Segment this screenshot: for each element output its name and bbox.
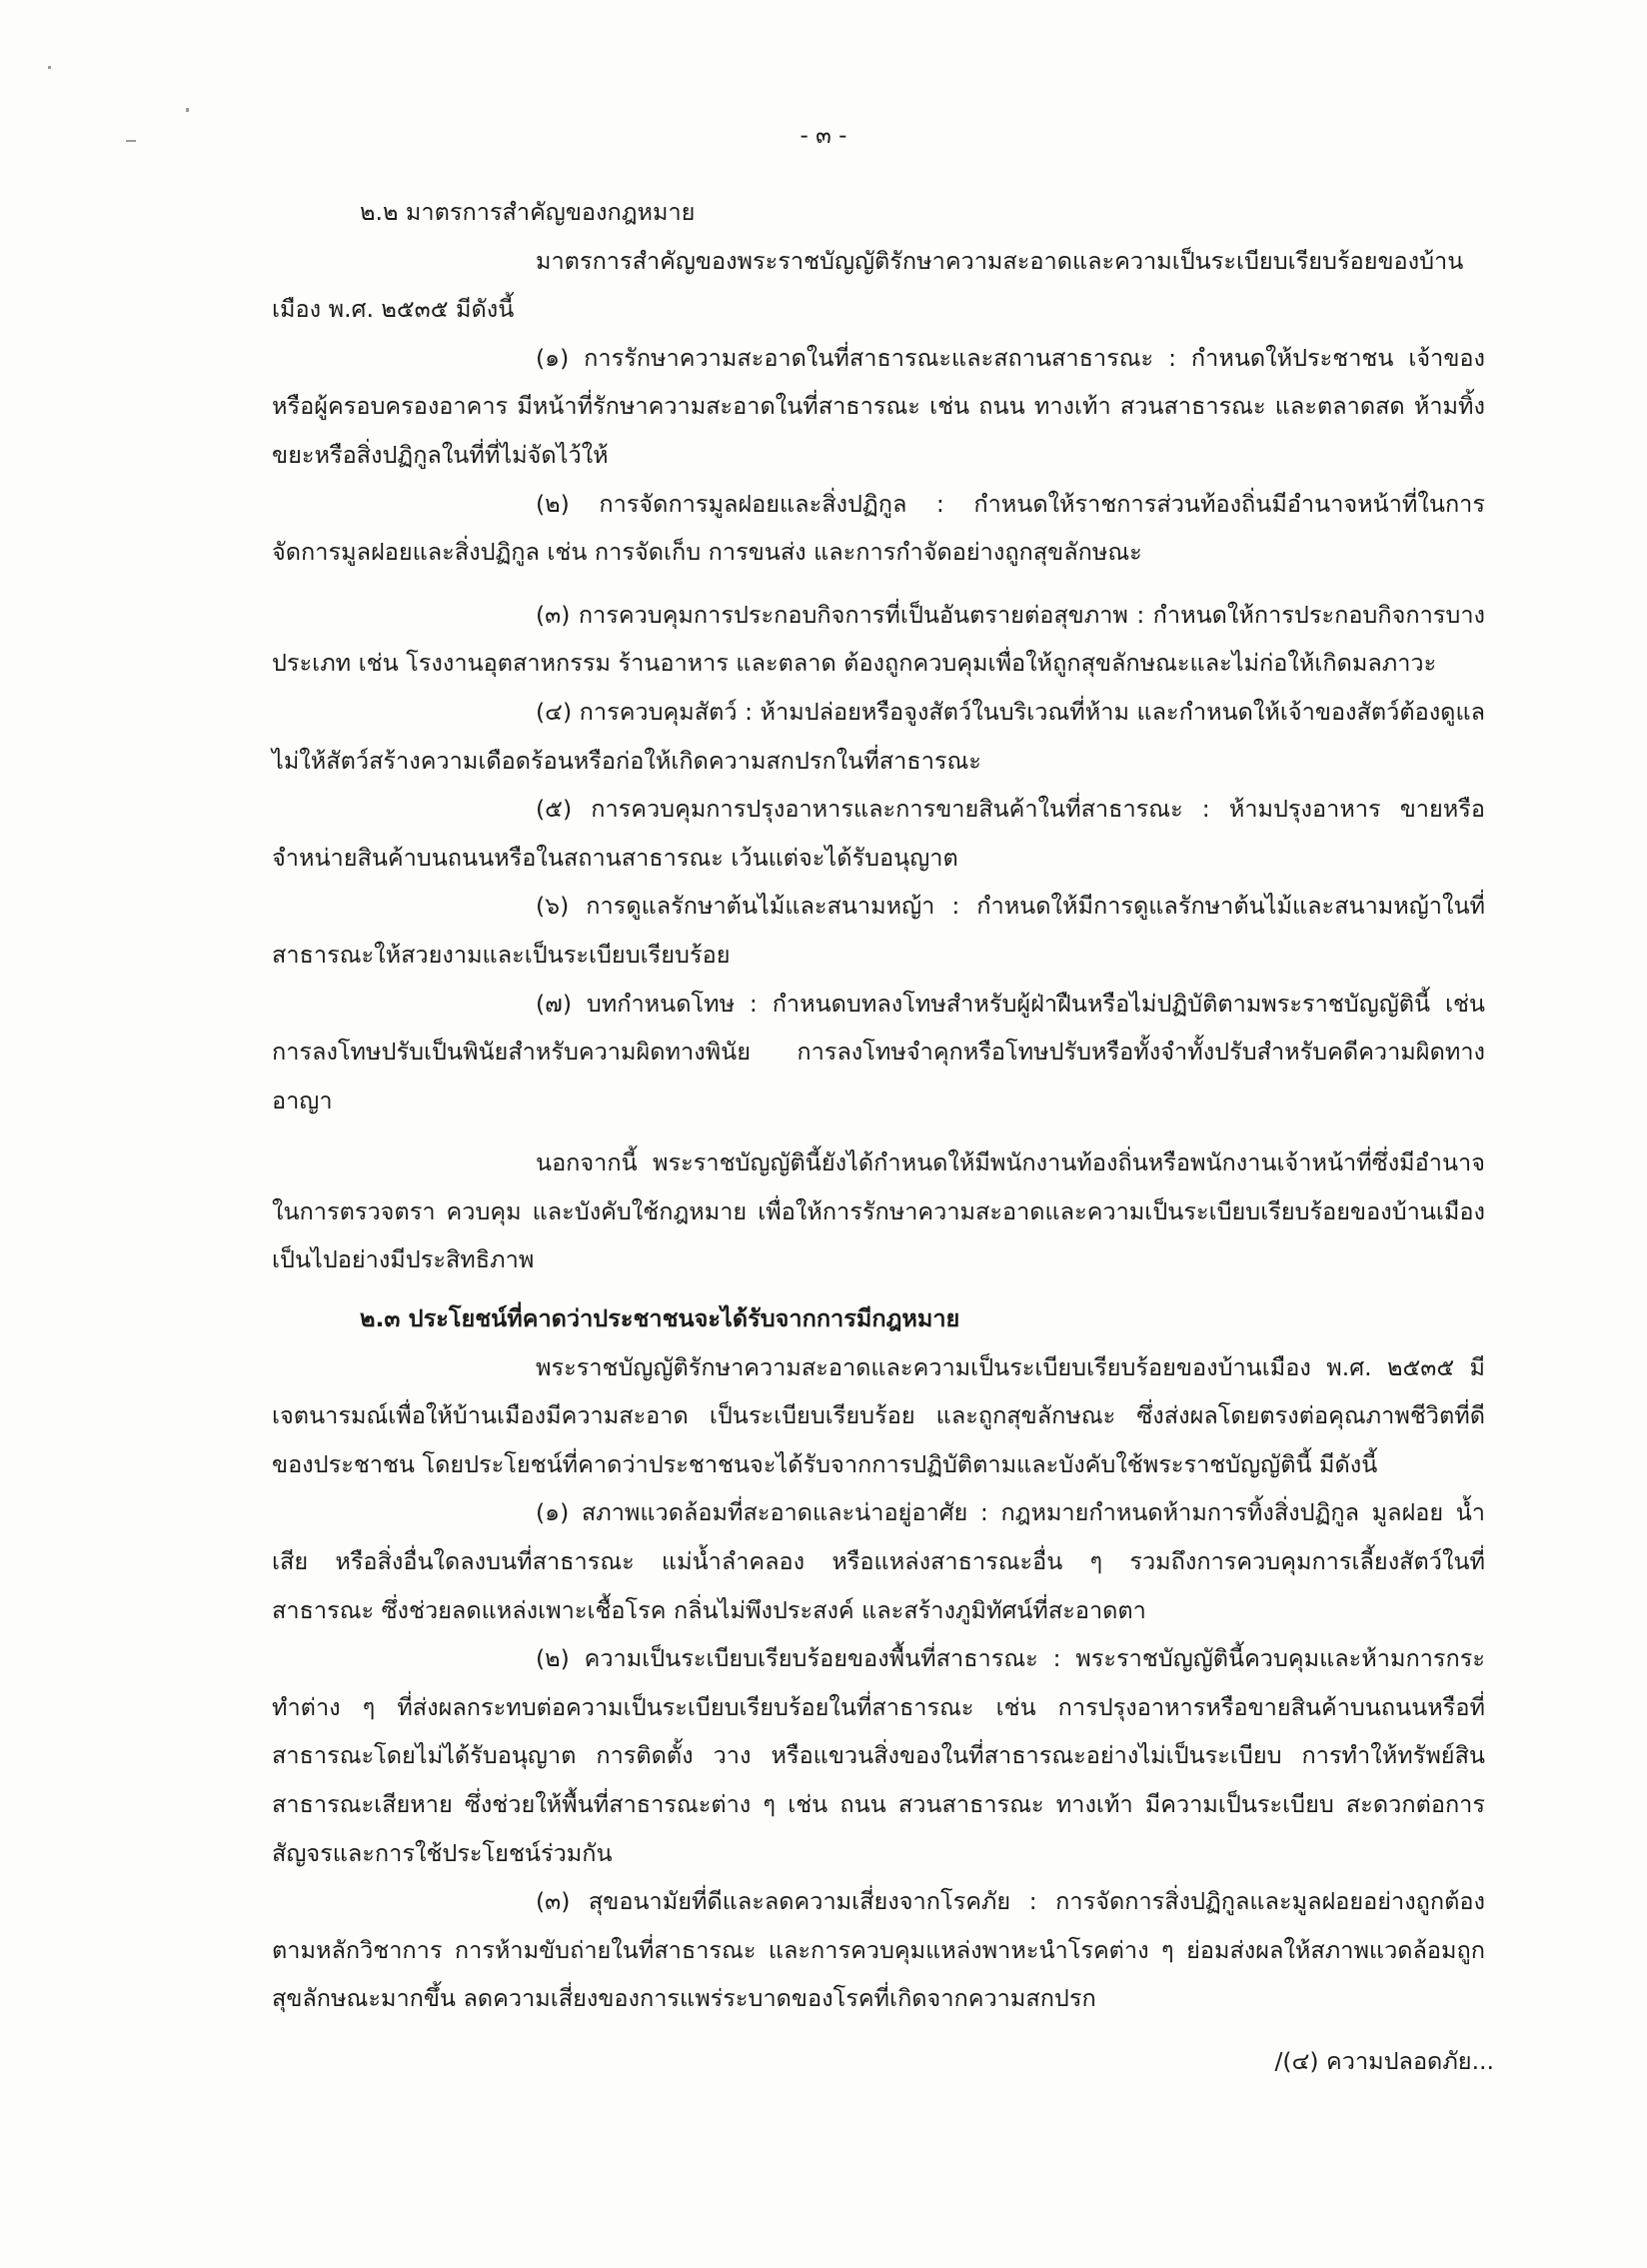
measure-item-6: (๖) การดูแลรักษาต้นไม้และสนามหญ้า : กำหนดให้มีการดูแลรักษาต้นไม้และสนามหญ้าในที่สาธารณะให้สวยงามและเป็นระเบียบเรียบร้อย bbox=[272, 892, 1485, 969]
section-heading-2-3: ๒.๓ ประโยชน์ที่คาดว่าประชาชนจะได้รับจากการมีกฎหมาย bbox=[360, 1304, 960, 1333]
section-2-2-intro: มาตรการสำคัญของพระราชบัญญัติรักษาความสะอาดและความเป็นระเบียบเรียบร้อยของบ้านเมือง พ.ศ. ๒๕๓๕ มีดังนี้ bbox=[272, 246, 1464, 324]
measure-item-2: (๒) การจัดการมูลฝอยและสิ่งปฏิกูล : กำหนดให้ราชการส่วนท้องถิ่นมีอำนาจหน้าที่ในการจัดการมูลฝอยและสิ่งปฏิกูล เช่น การจัดเก็บ การขนส่ง และการกำจัดอย่างถูกสุขลักษณะ bbox=[272, 489, 1485, 567]
measure-item-7: (๗) บทกำหนดโทษ : กำหนดบทลงโทษสำหรับผู้ฝ่าฝืนหรือไม่ปฏิบัติตามพระราชบัญญัตินี้ เช่น การลงโทษปรับเป็นพินัยสำหรับความผิดทางพินัย การลงโทษจำคุกหรือโทษปรับหรือทั้งจำทั้งปรับสำหรับคดีความผิดทางอาญา bbox=[272, 989, 1485, 1115]
scan-speck bbox=[48, 66, 51, 69]
measure-item-1: (๑) การรักษาความสะอาดในที่สาธารณะและสถานสาธารณะ : กำหนดให้ประชาชน เจ้าของหรือผู้ครอบครองอาคาร มีหน้าที่รักษาความสะอาดในที่สาธารณะ เช่น ถนน ทางเท้า สวนสาธารณะ และตลาดสด ห้ามทิ้งขยะหรือสิ่งปฏิกูลในที่ที่ไม่จัดไว้ให้ bbox=[272, 343, 1485, 469]
page-number: - ๓ - bbox=[800, 123, 847, 149]
benefit-item-1: (๑) สภาพแวดล้อมที่สะอาดและน่าอยู่อาศัย : กฎหมายกำหนดห้ามการทิ้งสิ่งปฏิกูล มูลฝอย น้ำเสีย หรือสิ่งอื่นใดลงบนที่สาธารณะ แม่น้ำลำคลอง หรือแหล่งสาธารณะอื่น ๆ รวมถึงการควบคุมการเลี้ยงสัตว์ในที่สาธารณะ ซึ่งช่วยลดแหล่งเพาะเชื้อโรค กลิ่นไม่พึงประสงค์ และสร้างภูมิทัศน์ที่สะอาดตา bbox=[272, 1498, 1485, 1624]
measure-item-5: (๕) การควบคุมการปรุงอาหารและการขายสินค้าในที่สาธารณะ : ห้ามปรุงอาหาร ขายหรือจำหน่ายสินค้าบนถนนหรือในสถานสาธารณะ เว้นแต่จะได้รับอนุญาต bbox=[272, 795, 1485, 872]
benefit-item-3: (๓) สุขอนามัยที่ดีและลดความเสี่ยงจากโรคภัย : การจัดการสิ่งปฏิกูลและมูลฝอยอย่างถูกต้องตามหลักวิชาการ การห้ามขับถ่ายในที่สาธารณะ และการควบคุมแหล่งพาหะนำโรคต่าง ๆ ย่อมส่งผลให้สภาพแวดล้อมถูกสุขลักษณะมากขึ้น ลดความเสี่ยงของการแพร่ระบาดของโรคที่เกิดจากความสกปรก bbox=[272, 1887, 1485, 2013]
document-body bbox=[272, 188, 1485, 2023]
benefit-item-2: (๒) ความเป็นระเบียบเรียบร้อยของพื้นที่สาธารณะ : พระราชบัญญัตินี้ควบคุมและห้ามการกระทำต่าง ๆ ที่ส่งผลกระทบต่อความเป็นระเบียบเรียบร้อยในที่สาธารณะ เช่น การปรุงอาหารหรือขายสินค้าบนถนนหรือที่สาธารณะโดยไม่ได้รับอนุญาต การติดตั้ง วาง หรือแขวนสิ่งของในที่สาธารณะอย่างไม่เป็นระเบียบ การทำให้ทรัพย์สินสาธารณะเสียหาย ซึ่งช่วยให้พื้นที่สาธารณะต่าง ๆ เช่น ถนน สวนสาธารณะ ทางเท้า มีความเป็นระเบียบ สะดวกต่อการสัญจรและการใช้ประโยชน์ร่วมกัน bbox=[272, 1644, 1485, 1867]
scan-speck bbox=[186, 108, 189, 112]
measure-item-3: (๓) การควบคุมการประกอบกิจการที่เป็นอันตรายต่อสุขภาพ : กำหนดให้การประกอบกิจการบางประเภท เช่น โรงงานอุตสาหกรรม ร้านอาหาร และตลาด ต้องถูกควบคุมเพื่อให้ถูกสุขลักษณะและไม่ก่อให้เกิดมลภาวะ bbox=[272, 600, 1485, 678]
continuation-note: /(๔) ความปลอดภัย... bbox=[1274, 2047, 1494, 2075]
section-2-3-intro: พระราชบัญญัติรักษาความสะอาดและความเป็นระเบียบเรียบร้อยของบ้านเมือง พ.ศ. ๒๕๓๕ มีเจตนารมณ์เพื่อให้บ้านเมืองมีความสะอาด เป็นระเบียบเรียบร้อย และถูกสุขลักษณะ ซึ่งส่งผลโดยตรงต่อคุณภาพชีวิตที่ดีของประชาชน โดยประโยชน์ที่คาดว่าประชาชนจะได้รับจากการปฏิบัติตามและบังคับใช้พระราชบัญญัตินี้ มีดังนี้ bbox=[272, 1352, 1485, 1478]
section-2-2-closing: นอกจากนี้ พระราชบัญญัตินี้ยังได้กำหนดให้มีพนักงานท้องถิ่นหรือพนักงานเจ้าหน้าที่ซึ่งมีอำนาจในการตรวจตรา ควบคุม และบังคับใช้กฎหมาย เพื่อให้การรักษาความสะอาดและความเป็นระเบียบเรียบร้อยของบ้านเมืองเป็นไปอย่างมีประสิทธิภาพ bbox=[272, 1148, 1485, 1274]
measure-item-4: (๔) การควบคุมสัตว์ : ห้ามปล่อยหรือจูงสัตว์ในบริเวณที่ห้าม และกำหนดให้เจ้าของสัตว์ต้องดูแลไม่ให้สัตว์สร้างความเดือดร้อนหรือก่อให้เกิดความสกปรกในที่สาธารณะ bbox=[272, 697, 1485, 775]
section-heading-2-2: ๒.๒ มาตรการสำคัญของกฎหมาย bbox=[360, 198, 696, 226]
